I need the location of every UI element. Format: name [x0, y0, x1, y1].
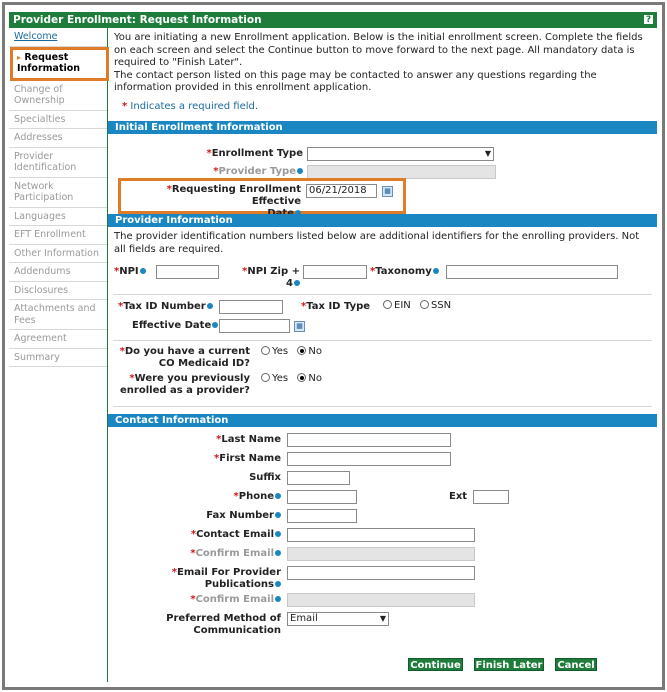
intro-text — [108, 28, 657, 95]
npi-zip-label: *NPI Zip + 4 — [242, 266, 300, 289]
enrollment-type-select[interactable] — [307, 147, 494, 161]
sidebar-item-welcome[interactable]: Welcome — [9, 28, 107, 47]
section-header-provider-information: Provider Information — [108, 214, 657, 227]
provider-info-description: The provider identification numbers listed below are additional identifiers for the enrolling providers. Not all fields are required. — [114, 231, 640, 255]
info-icon[interactable] — [275, 531, 281, 537]
intro-paragraph-1: You are initiating a new Enrollment application. Below is the initial enrollment screen. Complete the fields on each screen and select the Continue button to move forward to the next page. All mandatory data is required to "Finish Later". — [114, 32, 643, 68]
info-icon[interactable] — [207, 303, 213, 309]
window-title-bar — [9, 12, 657, 28]
main-content — [108, 28, 657, 682]
tax-id-number-input[interactable] — [219, 300, 283, 314]
cancel-button[interactable]: Cancel — [555, 658, 597, 671]
ext-label: Ext — [449, 491, 468, 502]
phone-input[interactable] — [287, 490, 357, 504]
chevron-down-icon: ▼ — [379, 614, 386, 623]
suffix-input[interactable] — [287, 471, 350, 485]
sidebar-item-eft-enrollment: EFT Enrollment — [9, 226, 107, 245]
enrollment-type-label: *Enrollment Type — [206, 148, 303, 159]
window-title: Provider Enrollment: Request Information — [13, 14, 262, 26]
publications-email-input[interactable] — [287, 566, 475, 580]
last-name-input[interactable] — [287, 433, 451, 447]
help-icon[interactable]: ? — [643, 14, 654, 25]
previous-enrollment-label: *Were you previously enrolled as a provider? — [120, 373, 250, 396]
provider-type-field — [307, 165, 496, 179]
calendar-icon[interactable]: ▦ — [382, 186, 393, 197]
sidebar-item-summary: Summary — [9, 349, 107, 368]
npi-zip-input[interactable] — [303, 265, 367, 279]
info-icon[interactable] — [212, 322, 218, 328]
medicaid-id-radio-group — [261, 346, 328, 357]
radio-button[interactable] — [420, 300, 429, 309]
radio-button[interactable] — [261, 373, 270, 382]
phone-label: *Phone — [168, 491, 281, 503]
info-icon[interactable] — [275, 512, 281, 518]
radio-button[interactable] — [261, 346, 270, 355]
tax-id-type-radio-group — [383, 300, 457, 311]
radio-button-selected[interactable] — [297, 346, 306, 355]
radio-button[interactable] — [383, 300, 392, 309]
contact-email-label: *Contact Email — [148, 529, 281, 541]
confirm-email-label: *Confirm Email — [148, 548, 281, 560]
confirm-publications-email-label: *Confirm Email — [148, 594, 281, 606]
sidebar-item-network-participation: Network Participation — [9, 178, 107, 208]
taxonomy-label: *Taxonomy — [370, 266, 439, 278]
effective-date-input[interactable]: 06/21/2018 — [306, 184, 377, 198]
tax-id-type-ssn-option[interactable]: SSN — [420, 300, 451, 311]
info-icon[interactable] — [275, 550, 281, 556]
sidebar-item-attachments-and-fees: Attachments and Fees — [9, 300, 107, 330]
tax-id-type-ein-option[interactable]: EIN — [383, 300, 411, 311]
provider-type-label: *Provider Type — [168, 166, 303, 178]
medicaid-yes-option[interactable]: Yes — [261, 346, 288, 357]
confirm-email-field — [287, 547, 475, 561]
medicaid-no-option[interactable]: No — [297, 346, 322, 357]
last-name-label: *Last Name — [216, 434, 281, 445]
sidebar-item-provider-identification: Provider Identification — [9, 148, 107, 178]
sidebar-item-languages: Languages — [9, 208, 107, 227]
npi-label: *NPI — [114, 266, 146, 278]
sidebar-item-request-information[interactable]: ▸ Request Information — [10, 47, 109, 81]
calendar-icon[interactable]: ▦ — [294, 321, 305, 332]
sidebar-item-other-information: Other Information — [9, 245, 107, 264]
sidebar-nav — [9, 28, 108, 682]
suffix-label: Suffix — [249, 472, 281, 483]
info-icon[interactable] — [275, 581, 281, 587]
sidebar-item-change-of-ownership: Change of Ownership — [9, 81, 107, 111]
medicaid-question-label: *Do you have a current CO Medicaid ID? — [119, 346, 250, 369]
radio-button-selected[interactable] — [297, 373, 306, 382]
first-name-input[interactable] — [287, 452, 451, 466]
previous-enrollment-radio-group — [261, 373, 328, 384]
tax-id-number-label: *Tax ID Number — [118, 301, 213, 313]
npi-input[interactable] — [156, 265, 219, 279]
section-header-contact-information: Contact Information — [108, 414, 657, 427]
sidebar-item-addendums: Addendums — [9, 263, 107, 282]
intro-paragraph-2: The contact person listed on this page may be contacted to answer any questions regarding the information provided in this enrollment application. — [114, 69, 597, 93]
effective-date-label: *Requesting Enrollment Effective — [118, 184, 301, 220]
previous-no-option[interactable]: No — [297, 373, 322, 384]
sidebar-item-agreement: Agreement — [9, 330, 107, 349]
chevron-down-icon: ▼ — [484, 149, 491, 158]
current-page-arrow-icon: ▸ — [17, 52, 22, 62]
divider — [113, 340, 652, 341]
preferred-communication-select[interactable]: Email ▼ — [287, 612, 389, 626]
divider — [113, 406, 652, 407]
info-icon[interactable] — [433, 268, 439, 274]
info-icon[interactable] — [140, 268, 146, 274]
continue-button[interactable]: Continue — [408, 658, 463, 671]
first-name-label: *First Name — [214, 453, 281, 464]
info-icon[interactable] — [294, 280, 300, 286]
info-icon[interactable] — [297, 168, 303, 174]
effective-date-label-2: Effective Date — [132, 320, 218, 332]
contact-email-input[interactable] — [287, 528, 475, 542]
info-icon[interactable] — [275, 493, 281, 499]
finish-later-button[interactable]: Finish Later — [475, 660, 543, 671]
info-icon[interactable] — [275, 596, 281, 602]
confirm-publications-email-field — [287, 593, 475, 607]
sidebar-item-specialties: Specialties — [9, 111, 107, 130]
previous-yes-option[interactable]: Yes — [261, 373, 288, 384]
fax-number-label: Fax Number — [168, 510, 281, 522]
divider — [113, 294, 652, 295]
required-field-note: * Indicates a required field. — [122, 100, 259, 112]
sidebar-item-disclosures: Disclosures — [9, 282, 107, 301]
sidebar-item-addresses: Addresses — [9, 129, 107, 148]
publications-email-label: *Email For Provider Publications — [171, 567, 281, 590]
ext-input[interactable] — [473, 490, 509, 504]
taxonomy-input[interactable] — [446, 265, 618, 279]
tax-id-type-label: *Tax ID Type — [301, 301, 371, 312]
preferred-communication-label: Preferred Method of Communication — [166, 613, 281, 636]
fax-number-input[interactable] — [287, 509, 357, 523]
section-header-initial-enrollment: Initial Enrollment Information — [108, 121, 657, 134]
provider-effective-date-input[interactable] — [219, 319, 290, 333]
